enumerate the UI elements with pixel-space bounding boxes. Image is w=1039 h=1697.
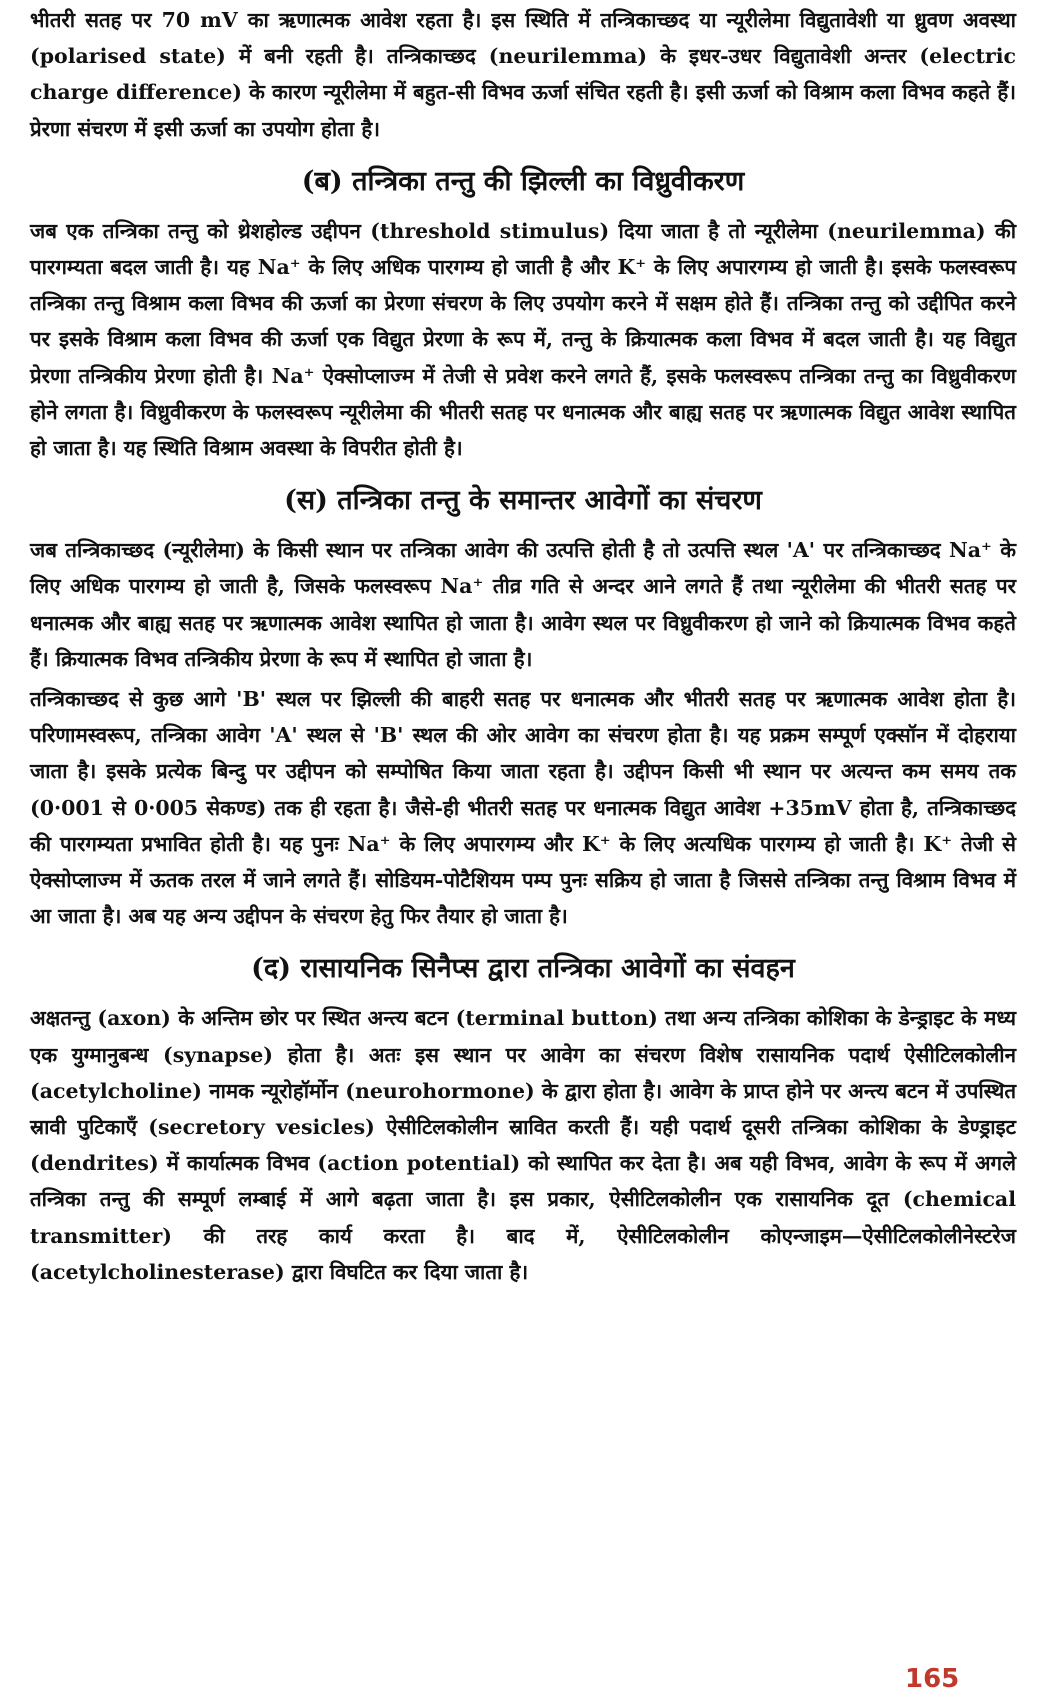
- section-d-heading: (द) रासायनिक सिनैप्स द्वारा तन्त्रिका आवेगों का संवहन: [251, 953, 795, 985]
- section-s-paragraph-1: जब तन्त्रिकाच्छद (न्यूरीलेमा) के किसी स्थान पर तन्त्रिका आवेग की उत्पत्ति होती है तो उत्पत्ति स्थल 'A' पर तन्त्रिकाच्छद Na⁺ के लिए अधिक पारगम्य हो जाती है, जिसके फलस्वरूप Na⁺ तीव्र गति से अन्दर आने लगते हैं तथा न्यूरीलेमा की भीतरी सतह पर धनात्मक और बाह्य सतह पर ऋणात्मक आवेश स्थापित हो जाता है। आवेग स्थल पर विध्रुवीकरण हो जाने को क्रियात्मक विभव कहते हैं। क्रियात्मक विभव तन्त्रिकीय प्रेरणा के रूप में स्थापित हो जाता है।: [30, 538, 1016, 671]
- section-b-paragraph: जब एक तन्त्रिका तन्तु को थ्रेशहोल्ड उद्दीपन (threshold stimulus) दिया जाता है तो न्यूरीलेमा (neurilemma) की पारगम्यता बदल जाती है। यह Na⁺ के लिए अधिक पारगम्य हो जाती है और K⁺ के लिए अपारगम्य हो जाती है। इसके फलस्वरूप तन्त्रिका तन्तु विश्राम कला विभव की ऊर्जा का प्रेरणा संचरण के लिए उपयोग करने में सक्षम होते हैं। तन्त्रिका तन्तु को उद्दीपित करने पर इसके विश्राम कला विभव की ऊर्जा एक विद्युत प्रेरणा के रूप में, तन्तु के क्रियात्मक कला विभव में बदल जाती है। यह विद्युत प्रेरणा तन्त्रिकीय प्रेरणा होती है। Na⁺ ऐक्सोप्लाज्म में तेजी से प्रवेश करने लगते हैं, इसके फलस्वरूप तन्त्रिका तन्तु का विध्रुवीकरण होने लगता है। विध्रुवीकरण के फलस्वरूप न्यूरीलेमा की भीतरी सतह पर धनात्मक और बाह्य सतह पर ऋणात्मक विद्युत आवेश स्थापित हो जाता है। यह स्थिति विश्राम अवस्था के विपरीत होती है।: [30, 218, 1016, 461]
- section-s-heading: (स) तन्त्रिका तन्तु के समान्तर आवेगों का संचरण: [284, 485, 762, 517]
- textbook-page: [30, 2, 1016, 1294]
- section-d-paragraph: अक्षतन्तु (axon) के अन्तिम छोर पर स्थित अन्त्य बटन (terminal button) तथा अन्य तन्त्रिका कोशिका के डेन्ड्राइट के मध्य एक युग्मानुबन्ध (synapse) होता है। अतः इस स्थान पर आवेग का संचरण विशेष रासायनिक पदार्थ ऐसीटिलकोलीन (acetylcholine) नामक न्यूरोहॉर्मोन (neurohormone) के द्वारा होता है। आवेग के प्राप्त होने पर अन्त्य बटन में उपस्थित स्रावी पुटिकाएँ (secretory vesicles) ऐसीटिलकोलीन स्रावित करती हैं। यही पदार्थ दूसरी तन्त्रिका कोशिका के डेण्ड्राइट (dendrites) में कार्यात्मक विभव (action potential) को स्थापित कर देता है। अब यही विभव, आवेग के रूप में अगले तन्त्रिका तन्तु की सम्पूर्ण लम्बाई में आगे बढ़ता जाता है। इस प्रकार, ऐसीटिलकोलीन एक रासायनिक दूत (chemical transmitter) की तरह कार्य करता है। बाद में, ऐसीटिलकोलीन कोएन्जाइम—ऐसीटिलकोलीनेस्टरेज (acetylcholinesterase) द्वारा विघटित कर दिया जाता है।: [30, 1006, 1016, 1284]
- section-s-paragraph-2: तन्त्रिकाच्छद से कुछ आगे 'B' स्थल पर झिल्ली की बाहरी सतह पर धनात्मक और भीतरी सतह पर ऋणात्मक आवेश होता है। परिणामस्वरूप, तन्त्रिका आवेग 'A' स्थल से 'B' स्थल की ओर आवेग का संचरण होता है। यह प्रक्रम सम्पूर्ण एक्सॉन में दोहराया जाता है। इसके प्रत्येक बिन्दु पर उद्दीपन को सम्पोषित किया जाता रहता है। उद्दीपन किसी भी स्थान पर अत्यन्त कम समय तक (0·001 से 0·005 सेकण्ड) तक ही रहता है। जैसे-ही भीतरी सतह पर धनात्मक विद्युत आवेश +35mV होता है, तन्त्रिकाच्छद की पारगम्यता प्रभावित होती है। यह पुनः Na⁺ के लिए अपारगम्य और K⁺ के लिए अत्यधिक पारगम्य हो जाती है। K⁺ तेजी से ऐक्सोप्लाज्म में ऊतक तरल में जाने लगते हैं। सोडियम-पोटैशियम पम्प पुनः सक्रिय हो जाता है जिससे तन्त्रिका तन्तु विश्राम विभव में आ जाता है। अब यह अन्य उद्दीपन के संचरण हेतु फिर तैयार हो जाता है।: [30, 687, 1016, 929]
- intro-paragraph: भीतरी सतह पर 70 mV का ऋणात्मक आवेश रहता है। इस स्थिति में तन्त्रिकाच्छद या न्यूरीलेमा विद्युतावेशी या ध्रुवण अवस्था (polarised state) में बनी रहती है। तन्त्रिकाच्छद (neurilemma) के इधर-उधर विद्युतावेशी अन्तर (electric charge difference) के कारण न्यूरीलेमा में बहुत-सी विभव ऊर्जा संचित रहती है। इसी ऊर्जा को विश्राम कला विभव कहते हैं। प्रेरणा संचरण में इसी ऊर्जा का उपयोग होता है।: [30, 8, 1016, 141]
- page-number: 165: [905, 1664, 960, 1694]
- section-b-heading: (ब) तन्त्रिका तन्तु की झिल्ली का विध्रुवीकरण: [301, 165, 745, 197]
